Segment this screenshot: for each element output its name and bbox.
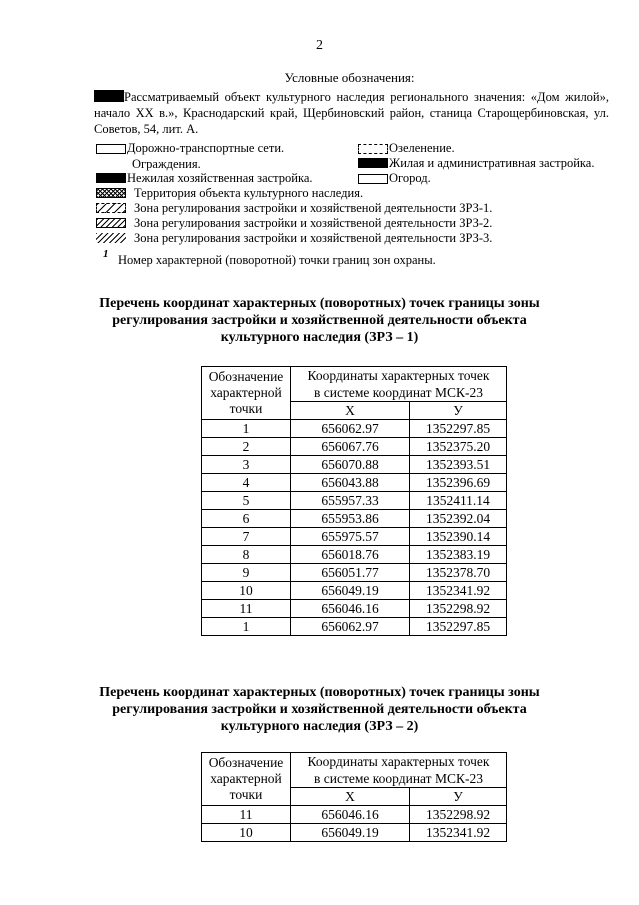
zrz1-coordinates-table xyxy=(201,366,507,636)
cell-point: 8 xyxy=(202,546,291,564)
legend-roads: Дорожно-транспортные сети. xyxy=(127,141,285,155)
header-point-line3: точки xyxy=(229,787,263,802)
legend-main-object-text: Рассматриваемый объект культурного наследия регионального значения: «Дом жилой», начало XX в.», Краснодарский край, Щербиновский район, станица Старощербиновская, ул. Советов, 54, лит. А. xyxy=(94,90,609,136)
cell-x: 656046.16 xyxy=(291,600,410,618)
section1-heading xyxy=(0,295,639,346)
cell-point: 7 xyxy=(202,528,291,546)
cell-x: 655975.57 xyxy=(291,528,410,546)
table-row xyxy=(202,456,507,474)
table-header-coords: Координаты характерных точек xyxy=(291,367,507,385)
legend-point: Номер характерной (поворотной) точки границ зон охраны. xyxy=(118,253,436,267)
header-point-line1: Обозначение xyxy=(208,369,284,384)
legend-garden: Огород. xyxy=(389,171,431,185)
section2-heading-line2: регулирования застройки и хозяйственной деятельности объекта xyxy=(112,702,527,717)
cell-y: 1352297.85 xyxy=(410,420,507,438)
section1-heading-line1: Перечень координат характерных (поворотных) точек границы зоны xyxy=(99,296,540,311)
legend-residential: Жилая и административная застройка. xyxy=(389,156,595,170)
cell-y: 1352297.85 xyxy=(410,618,507,636)
cell-point: 5 xyxy=(202,492,291,510)
cell-x: 656070.88 xyxy=(291,456,410,474)
residential-swatch xyxy=(358,158,388,168)
cell-y: 1352392.04 xyxy=(410,510,507,528)
cell-y: 1352375.20 xyxy=(410,438,507,456)
page-number: 2 xyxy=(316,38,323,53)
cell-x: 656062.97 xyxy=(291,420,410,438)
table-row xyxy=(202,420,507,438)
table-header-coords: Координаты характерных точек xyxy=(291,753,507,771)
cell-y: 1352396.69 xyxy=(410,474,507,492)
header-point-line3: точки xyxy=(229,401,263,416)
table-row xyxy=(202,510,507,528)
legend-zrz1: Зона регулирования застройки и хозяйственой деятельности ЗРЗ-1. xyxy=(134,201,493,215)
cell-x: 656018.76 xyxy=(291,546,410,564)
table-header-coords-system: в системе координат МСК-23 xyxy=(291,384,507,402)
table-header-x: X xyxy=(291,788,410,806)
cell-y: 1352341.92 xyxy=(410,582,507,600)
section2-heading xyxy=(0,684,639,735)
cell-point: 11 xyxy=(202,600,291,618)
nonresidential-swatch xyxy=(96,173,126,183)
cell-point: 3 xyxy=(202,456,291,474)
zrz1-table-body xyxy=(202,420,507,636)
legend-title: Условные обозначения: xyxy=(284,70,415,85)
table-header-y: У xyxy=(410,402,507,420)
header-point-line1: Обозначение xyxy=(208,755,284,770)
cell-point: 10 xyxy=(202,824,291,842)
heritage-object-swatch xyxy=(94,90,124,102)
cell-y: 1352390.14 xyxy=(410,528,507,546)
cell-y: 1352298.92 xyxy=(410,806,507,824)
table-row xyxy=(202,546,507,564)
cell-point: 4 xyxy=(202,474,291,492)
legend-territory: Территория объекта культурного наследия. xyxy=(134,186,364,200)
cell-x: 655953.86 xyxy=(291,510,410,528)
greenery-swatch xyxy=(358,144,388,154)
cell-y: 1352298.92 xyxy=(410,600,507,618)
section1-heading-line2: регулирования застройки и хозяйственной деятельности объекта xyxy=(112,313,527,328)
zrz2-table-body xyxy=(202,806,507,842)
cell-point: 11 xyxy=(202,806,291,824)
table-row xyxy=(202,582,507,600)
cell-point: 6 xyxy=(202,510,291,528)
cell-x: 656049.19 xyxy=(291,824,410,842)
cell-point: 9 xyxy=(202,564,291,582)
legend-main-object xyxy=(94,89,609,137)
cell-x: 656067.76 xyxy=(291,438,410,456)
cell-y: 1352393.51 xyxy=(410,456,507,474)
cell-y: 1352383.19 xyxy=(410,546,507,564)
legend-fences: Ограждения. xyxy=(132,157,201,171)
table-header-coords-system: в системе координат МСК-23 xyxy=(291,770,507,788)
table-row xyxy=(202,806,507,824)
cell-y: 1352411.14 xyxy=(410,492,507,510)
legend-nonresidential: Нежилая хозяйственная застройка. xyxy=(127,171,313,185)
section2-heading-line3: культурного наследия (ЗРЗ – 2) xyxy=(220,719,419,734)
zrz1-swatch xyxy=(96,203,126,213)
table-header-x: X xyxy=(291,402,410,420)
cell-x: 656043.88 xyxy=(291,474,410,492)
table-row xyxy=(202,564,507,582)
header-point-line2: характерной xyxy=(210,771,282,786)
section2-heading-line1: Перечень координат характерных (поворотных) точек границы зоны xyxy=(99,685,540,700)
zrz3-swatch xyxy=(96,233,126,243)
cell-point: 1 xyxy=(202,618,291,636)
roads-swatch xyxy=(96,144,126,154)
table-row xyxy=(202,492,507,510)
cell-point: 10 xyxy=(202,582,291,600)
territory-swatch xyxy=(96,188,126,198)
cell-point: 1 xyxy=(202,420,291,438)
zrz2-coordinates-table xyxy=(201,752,507,842)
table-row xyxy=(202,824,507,842)
table-header-y: У xyxy=(410,788,507,806)
legend-zrz3: Зона регулирования застройки и хозяйственой деятельности ЗРЗ-3. xyxy=(134,231,493,245)
cell-y: 1352341.92 xyxy=(410,824,507,842)
cell-x: 656049.19 xyxy=(291,582,410,600)
cell-x: 656046.16 xyxy=(291,806,410,824)
cell-x: 656062.97 xyxy=(291,618,410,636)
cell-x: 656051.77 xyxy=(291,564,410,582)
zrz2-swatch xyxy=(96,218,126,228)
table-header-point xyxy=(202,753,291,806)
cell-point: 2 xyxy=(202,438,291,456)
garden-swatch xyxy=(358,174,388,184)
table-row xyxy=(202,600,507,618)
legend-greenery: Озеленение. xyxy=(389,141,455,155)
table-row xyxy=(202,438,507,456)
table-row xyxy=(202,474,507,492)
table-row xyxy=(202,528,507,546)
point-marker-swatch: 1 xyxy=(103,248,109,260)
cell-y: 1352378.70 xyxy=(410,564,507,582)
header-point-line2: характерной xyxy=(210,385,282,400)
legend-zrz2: Зона регулирования застройки и хозяйственой деятельности ЗРЗ-2. xyxy=(134,216,493,230)
section1-heading-line3: культурного наследия (ЗРЗ – 1) xyxy=(220,330,419,345)
table-header-point xyxy=(202,367,291,420)
table-row xyxy=(202,618,507,636)
cell-x: 655957.33 xyxy=(291,492,410,510)
